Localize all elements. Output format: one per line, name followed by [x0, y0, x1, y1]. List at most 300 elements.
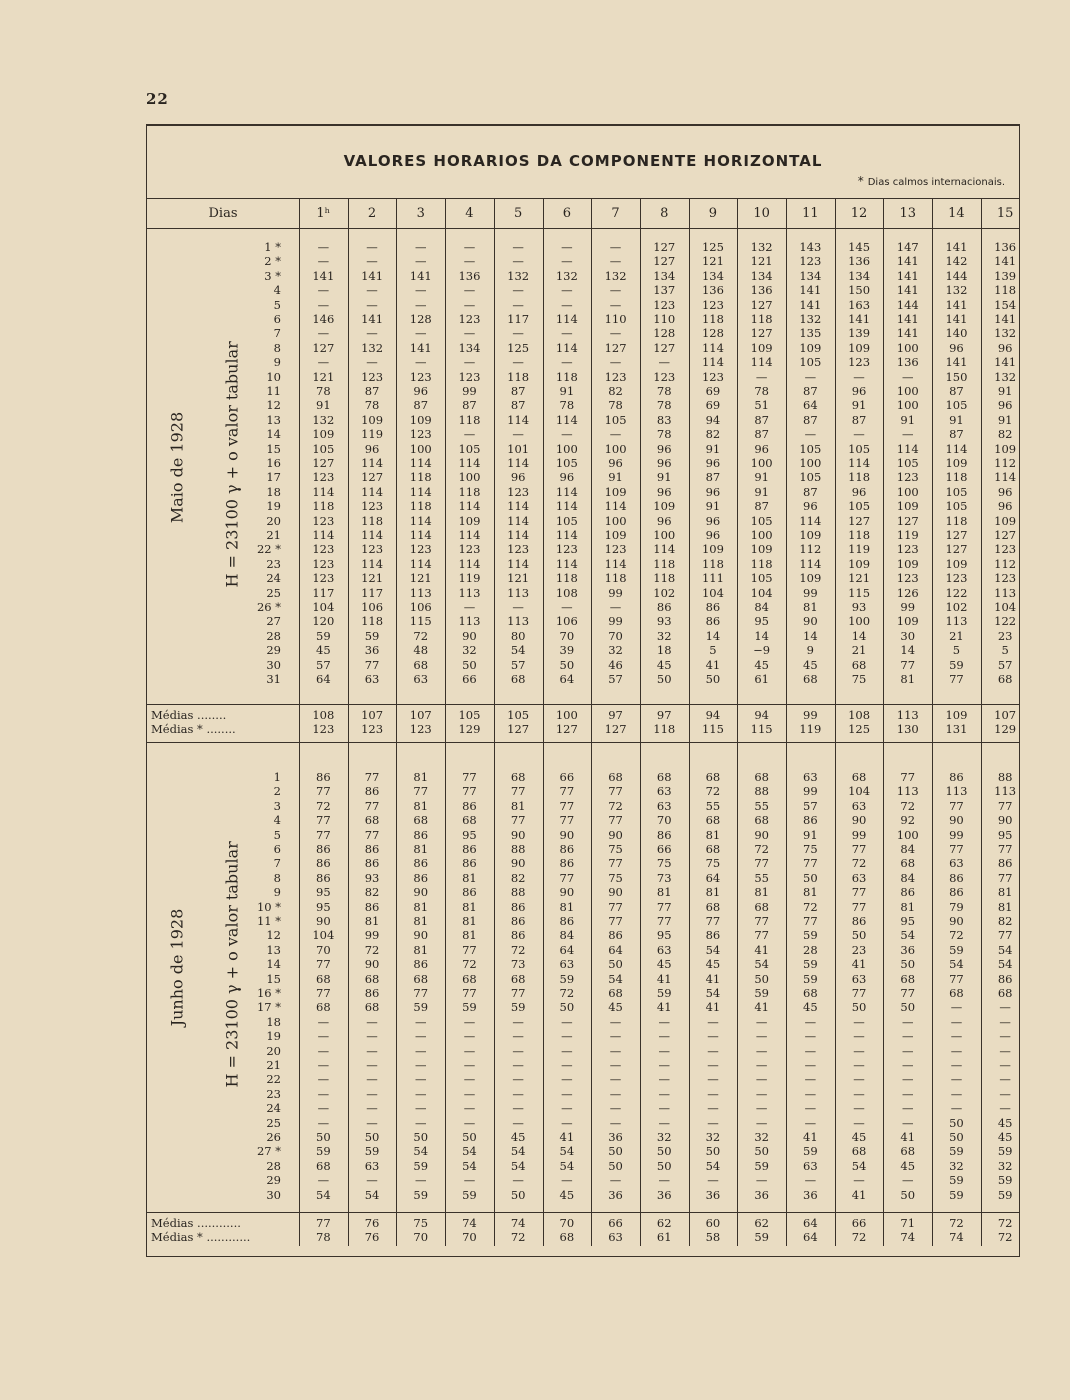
table-cell: — [707, 1086, 719, 1101]
day-label: 21 [266, 1058, 281, 1072]
table-cell: — [561, 283, 573, 298]
table-cell: — [804, 1173, 817, 1188]
table-cell: 87 [803, 384, 818, 398]
table-cell: 110 [653, 312, 676, 326]
day-label: 12 [266, 928, 281, 943]
table-cell: 81 [997, 899, 1013, 914]
table-cell: 100 [555, 441, 578, 456]
table-cell: 77 [949, 971, 964, 986]
table-cell: — [366, 1043, 378, 1058]
average-cell: 131 [945, 722, 968, 736]
table-cell: 96 [997, 398, 1013, 413]
table-cell: — [950, 1086, 963, 1101]
table-cell: 81 [413, 842, 429, 856]
average-cell: 105 [507, 708, 530, 722]
table-cell: 118 [848, 528, 871, 542]
table-cell: 77 [851, 899, 867, 914]
table-row [147, 658, 1019, 672]
maio-section [147, 228, 1019, 706]
table-cell: 77 [316, 813, 331, 828]
table-cell: 113 [507, 585, 530, 600]
table-cell: 117 [361, 585, 384, 600]
average-cell: 100 [555, 708, 578, 722]
table-cell: 111 [701, 571, 724, 586]
table-cell: — [463, 427, 476, 442]
table-cell: 59 [949, 1144, 964, 1159]
table-cell: 59 [949, 1187, 964, 1202]
average-cell: 76 [364, 1230, 380, 1244]
table-cell: 66 [559, 770, 575, 784]
table-cell: — [609, 240, 622, 254]
table-cell: — [415, 355, 427, 370]
table-cell: 68 [510, 770, 526, 784]
table-cell: 118 [458, 412, 481, 427]
table-cell: — [561, 1086, 573, 1101]
table-cell: 77 [608, 856, 623, 871]
table-cell: 59 [462, 1187, 477, 1202]
table-cell: — [561, 1014, 573, 1029]
table-cell: — [950, 1029, 963, 1044]
table-cell: 68 [608, 986, 623, 1000]
table-cell: — [317, 1043, 330, 1058]
table-cell: 68 [316, 1158, 331, 1173]
table-cell: — [415, 254, 427, 269]
table-cell: 68 [413, 971, 429, 986]
table-cell: — [999, 1101, 1011, 1116]
table-row [147, 514, 1019, 528]
table-cell: 64 [608, 942, 623, 957]
table-cell: — [902, 1101, 914, 1116]
day-label: 7 [273, 856, 281, 871]
table-cell: 70 [559, 628, 575, 643]
column-header: 4 [465, 206, 474, 221]
table-cell: 77 [997, 870, 1013, 885]
table-cell: 96 [754, 441, 769, 456]
average-cell: 72 [997, 1230, 1013, 1244]
table-cell: — [415, 1101, 427, 1116]
table-row [147, 856, 1019, 870]
table-cell: 123 [409, 369, 432, 384]
table-cell: 45 [510, 1130, 526, 1144]
table-cell: 86 [559, 842, 575, 856]
table-cell: 100 [653, 528, 676, 542]
table-cell: 118 [604, 571, 627, 586]
table-cell: 105 [750, 571, 773, 586]
table-cell: 118 [994, 283, 1017, 298]
column-header: 15 [996, 206, 1014, 221]
table-cell: 77 [754, 928, 769, 943]
maio-medias-star-row [147, 722, 1019, 736]
table-cell: 114 [507, 528, 530, 542]
table-cell: — [366, 1101, 378, 1116]
table-cell: 114 [361, 528, 384, 542]
table-cell: 87 [462, 398, 477, 413]
table-cell: — [463, 326, 476, 341]
table-cell: 45 [754, 657, 769, 672]
table-cell: — [755, 1115, 768, 1130]
table-cell: −9 [753, 643, 771, 658]
table-cell: 114 [604, 499, 627, 514]
table-cell: 75 [608, 870, 623, 885]
table-cell: 90 [413, 885, 429, 900]
day-label: 13 [266, 942, 281, 957]
table-cell: — [950, 1058, 963, 1072]
table-cell: — [512, 1029, 524, 1044]
table-cell: 105 [555, 456, 578, 470]
table-cell: 123 [507, 542, 530, 557]
day-label: 24 [266, 571, 281, 586]
table-cell: — [317, 1086, 330, 1101]
table-cell: 21 [851, 643, 867, 658]
table-cell: — [415, 1115, 427, 1130]
table-cell: — [707, 1014, 719, 1029]
table-cell: 50 [656, 672, 672, 686]
table-cell: — [902, 1014, 914, 1029]
day-label: 23 [266, 556, 281, 571]
table-cell: — [707, 1115, 719, 1130]
table-cell: 68 [705, 899, 721, 914]
table-cell: 72 [559, 986, 575, 1000]
table-row [147, 1087, 1019, 1101]
table-cell: 23 [851, 942, 867, 957]
table-cell: 81 [364, 914, 380, 928]
table-cell: 91 [851, 398, 867, 413]
table-cell: — [755, 1101, 768, 1116]
table-cell: 90 [997, 813, 1013, 828]
table-cell: 128 [409, 312, 432, 326]
table-cell: 54 [510, 1158, 526, 1173]
table-cell: 114 [701, 355, 724, 370]
table-cell: 118 [507, 369, 530, 384]
table-row [147, 312, 1019, 326]
table-cell: 142 [945, 254, 968, 269]
table-cell: 128 [653, 326, 676, 341]
table-cell: — [366, 240, 378, 254]
average-cell: 74 [900, 1230, 916, 1244]
table-row [147, 813, 1019, 827]
day-label: 16 [266, 456, 281, 470]
average-cell: 78 [316, 1230, 331, 1244]
table-cell: — [609, 1086, 622, 1101]
table-cell: 32 [997, 1158, 1013, 1173]
day-label: 21 [266, 528, 281, 542]
table-cell: 106 [361, 600, 384, 614]
table-cell: 123 [701, 297, 724, 312]
table-cell: 82 [997, 427, 1013, 442]
table-cell: 105 [799, 355, 822, 370]
table-cell: 113 [896, 784, 919, 799]
table-cell: — [512, 1014, 524, 1029]
table-cell: 59 [413, 1158, 429, 1173]
table-cell: 84 [900, 870, 916, 885]
table-row [147, 1188, 1019, 1202]
table-cell: 123 [361, 499, 384, 514]
average-cell: 115 [701, 722, 724, 736]
day-label: 8 [273, 340, 281, 355]
table-cell: 95 [754, 614, 769, 629]
table-cell: 45 [803, 657, 818, 672]
table-cell: — [999, 1086, 1011, 1101]
table-cell: 72 [413, 628, 429, 643]
column-header: 12 [850, 206, 868, 221]
table-cell: 102 [653, 585, 676, 600]
table-cell: 132 [312, 412, 335, 427]
table-cell: — [804, 1043, 817, 1058]
average-cell: 77 [316, 1216, 331, 1230]
table-cell: — [512, 1115, 524, 1130]
table-cell: 123 [555, 542, 578, 557]
table-cell: 5 [709, 643, 717, 658]
table-cell: 77 [949, 798, 964, 813]
table-cell: 78 [656, 427, 672, 442]
table-cell: 50 [316, 1130, 331, 1144]
table-cell: 86 [364, 856, 380, 871]
average-cell: 68 [559, 1230, 575, 1244]
average-cell: 66 [851, 1216, 867, 1230]
table-cell: 96 [997, 499, 1013, 514]
table-row [147, 1101, 1019, 1115]
table-cell: 77 [656, 914, 672, 928]
table-cell: 96 [705, 484, 721, 499]
table-cell: 86 [559, 914, 575, 928]
table-cell: 68 [949, 986, 964, 1000]
table-row [147, 398, 1019, 412]
table-cell: 123 [701, 369, 724, 384]
table-cell: 63 [559, 957, 575, 972]
table-cell: 77 [608, 899, 623, 914]
table-row [147, 900, 1019, 914]
table-cell: 45 [656, 657, 672, 672]
table-cell: — [853, 369, 865, 384]
table-cell: 59 [413, 1000, 429, 1015]
day-label: 25 [266, 585, 281, 600]
table-cell: 109 [848, 340, 871, 355]
table-cell: 50 [754, 971, 769, 986]
table-cell: 141 [994, 355, 1017, 370]
table-cell: — [463, 355, 476, 370]
table-cell: 118 [701, 312, 724, 326]
table-cell: 14 [900, 643, 916, 658]
table-cell: 104 [848, 784, 871, 799]
table-cell: 77 [608, 813, 623, 828]
average-cell: 125 [848, 722, 871, 736]
table-cell: 32 [656, 628, 672, 643]
table-cell: 59 [656, 986, 672, 1000]
table-cell: 114 [458, 556, 481, 571]
table-cell: 50 [949, 1115, 964, 1130]
table-cell: 88 [510, 842, 526, 856]
maio-medias-label: Médias ........ [151, 708, 227, 722]
table-cell: 77 [364, 770, 380, 784]
table-cell: 50 [754, 1144, 769, 1159]
table-cell: 114 [507, 499, 530, 514]
table-cell: 96 [949, 340, 964, 355]
table-cell: 82 [997, 914, 1013, 928]
table-cell: — [853, 1115, 865, 1130]
table-cell: — [463, 1115, 476, 1130]
table-cell: 114 [555, 556, 578, 571]
table-cell: 69 [705, 384, 721, 398]
table-cell: 121 [312, 369, 335, 384]
table-cell: — [317, 240, 330, 254]
table-cell: 141 [896, 312, 919, 326]
table-cell: 109 [604, 528, 627, 542]
table-cell: 86 [413, 856, 429, 871]
table-cell: 114 [555, 312, 578, 326]
table-cell: 143 [799, 240, 822, 254]
table-cell: — [658, 1029, 670, 1044]
table-row [147, 885, 1019, 899]
table-cell: — [804, 1014, 817, 1029]
average-cell: 64 [803, 1216, 818, 1230]
table-cell: 105 [604, 412, 627, 427]
day-label: 4 [273, 283, 281, 298]
table-cell: 109 [750, 340, 773, 355]
table-cell: — [609, 283, 622, 298]
table-cell: — [609, 355, 622, 370]
table-cell: 114 [458, 499, 481, 514]
table-cell: — [609, 1072, 622, 1087]
table-cell: 55 [705, 798, 721, 813]
table-cell: 50 [608, 1144, 623, 1159]
table-cell: 127 [994, 528, 1017, 542]
table-cell: 96 [705, 528, 721, 542]
table-cell: — [902, 1029, 914, 1044]
table-cell: — [853, 1043, 865, 1058]
table-cell: 86 [949, 770, 964, 784]
junho-medias-label: Médias ............ [151, 1216, 241, 1230]
table-cell: 77 [608, 914, 623, 928]
table-cell: 132 [555, 268, 578, 283]
table-cell: 36 [656, 1187, 672, 1202]
table-cell: 45 [316, 643, 331, 658]
day-label: 19 [266, 1029, 281, 1044]
table-cell: — [561, 326, 573, 341]
table-cell: — [463, 254, 476, 269]
legend-note-text: Dias calmos internacionais. [867, 177, 1005, 188]
table-cell: 32 [608, 643, 623, 658]
table-cell: 95 [316, 899, 331, 914]
table-cell: 91 [900, 412, 916, 427]
table-cell: — [804, 1058, 817, 1072]
table-cell: — [463, 1086, 476, 1101]
table-cell: 114 [555, 528, 578, 542]
table-cell: — [950, 1072, 963, 1087]
table-cell: 141 [994, 312, 1017, 326]
table-cell: 91 [997, 384, 1013, 398]
table-cell: — [512, 283, 524, 298]
table-cell: 66 [656, 842, 672, 856]
average-cell: 105 [458, 708, 481, 722]
table-cell: — [415, 297, 427, 312]
table-cell: 54 [364, 1187, 380, 1202]
table-cell: 119 [458, 571, 481, 586]
table-cell: — [366, 1086, 378, 1101]
day-label: 22 * [256, 542, 281, 557]
table-cell: 82 [510, 870, 526, 885]
table-cell: 105 [945, 398, 968, 413]
average-cell: 123 [312, 722, 335, 736]
table-cell: 77 [656, 899, 672, 914]
table-row [147, 1173, 1019, 1187]
day-label: 26 * [256, 600, 281, 614]
table-cell: 68 [754, 770, 769, 784]
table-cell: — [512, 1043, 524, 1058]
table-cell: 118 [750, 312, 773, 326]
table-cell: 105 [896, 456, 919, 470]
table-cell: — [902, 1058, 914, 1072]
table-cell: 86 [462, 798, 477, 813]
table-cell: 41 [900, 1130, 916, 1144]
table-cell: — [366, 1173, 378, 1188]
table-cell: 32 [462, 643, 477, 658]
table-cell: 82 [364, 885, 380, 900]
table-cell: — [755, 1173, 768, 1188]
table-cell: 113 [458, 614, 481, 629]
table-cell: — [804, 1072, 817, 1087]
table-row [147, 842, 1019, 856]
table-cell: 73 [510, 957, 526, 972]
table-cell: — [415, 1029, 427, 1044]
table-row [147, 1044, 1019, 1058]
table-cell: 68 [656, 770, 672, 784]
table-cell: — [317, 1014, 330, 1029]
table-cell: 72 [754, 842, 769, 856]
column-header: 13 [899, 206, 916, 221]
table-cell: 77 [608, 784, 623, 799]
table-cell: — [561, 355, 573, 370]
table-cell: — [366, 1058, 378, 1072]
day-label: 6 [273, 312, 281, 326]
table-cell: 41 [851, 1187, 867, 1202]
table-cell: 59 [949, 657, 964, 672]
table-cell: 114 [361, 484, 384, 499]
table-cell: 77 [462, 770, 477, 784]
table-cell: 92 [900, 813, 916, 828]
table-cell: 64 [559, 942, 575, 957]
table-cell: 118 [555, 571, 578, 586]
table-cell: 50 [462, 1130, 477, 1144]
table-cell: — [366, 1115, 378, 1130]
table-cell: 86 [510, 914, 526, 928]
table-cell: 63 [656, 784, 672, 799]
table-cell: 137 [653, 283, 676, 298]
day-label: 14 [266, 957, 281, 972]
table-cell: 68 [462, 971, 477, 986]
junho-month-label: Junho de 1928 [167, 908, 187, 1027]
table-cell: 123 [409, 542, 432, 557]
table-cell: — [609, 1043, 622, 1058]
table-cell: — [853, 1101, 865, 1116]
table-cell: 118 [409, 470, 432, 485]
table-cell: 32 [754, 1130, 769, 1144]
table-cell: 68 [754, 813, 769, 828]
average-cell: 127 [604, 722, 627, 736]
table-cell: 90 [754, 827, 769, 842]
table-cell: — [415, 283, 427, 298]
table-cell: 61 [754, 672, 769, 686]
table-cell: 109 [945, 556, 968, 571]
table-row [147, 828, 1019, 842]
table-cell: 70 [656, 813, 672, 828]
table-cell: 150 [945, 369, 968, 384]
table-cell: 113 [994, 784, 1017, 799]
day-label: 3 [273, 798, 281, 813]
average-cell: 72 [997, 1216, 1013, 1230]
table-cell: 141 [799, 283, 822, 298]
table-cell: 72 [851, 856, 867, 871]
table-cell: 36 [608, 1187, 623, 1202]
